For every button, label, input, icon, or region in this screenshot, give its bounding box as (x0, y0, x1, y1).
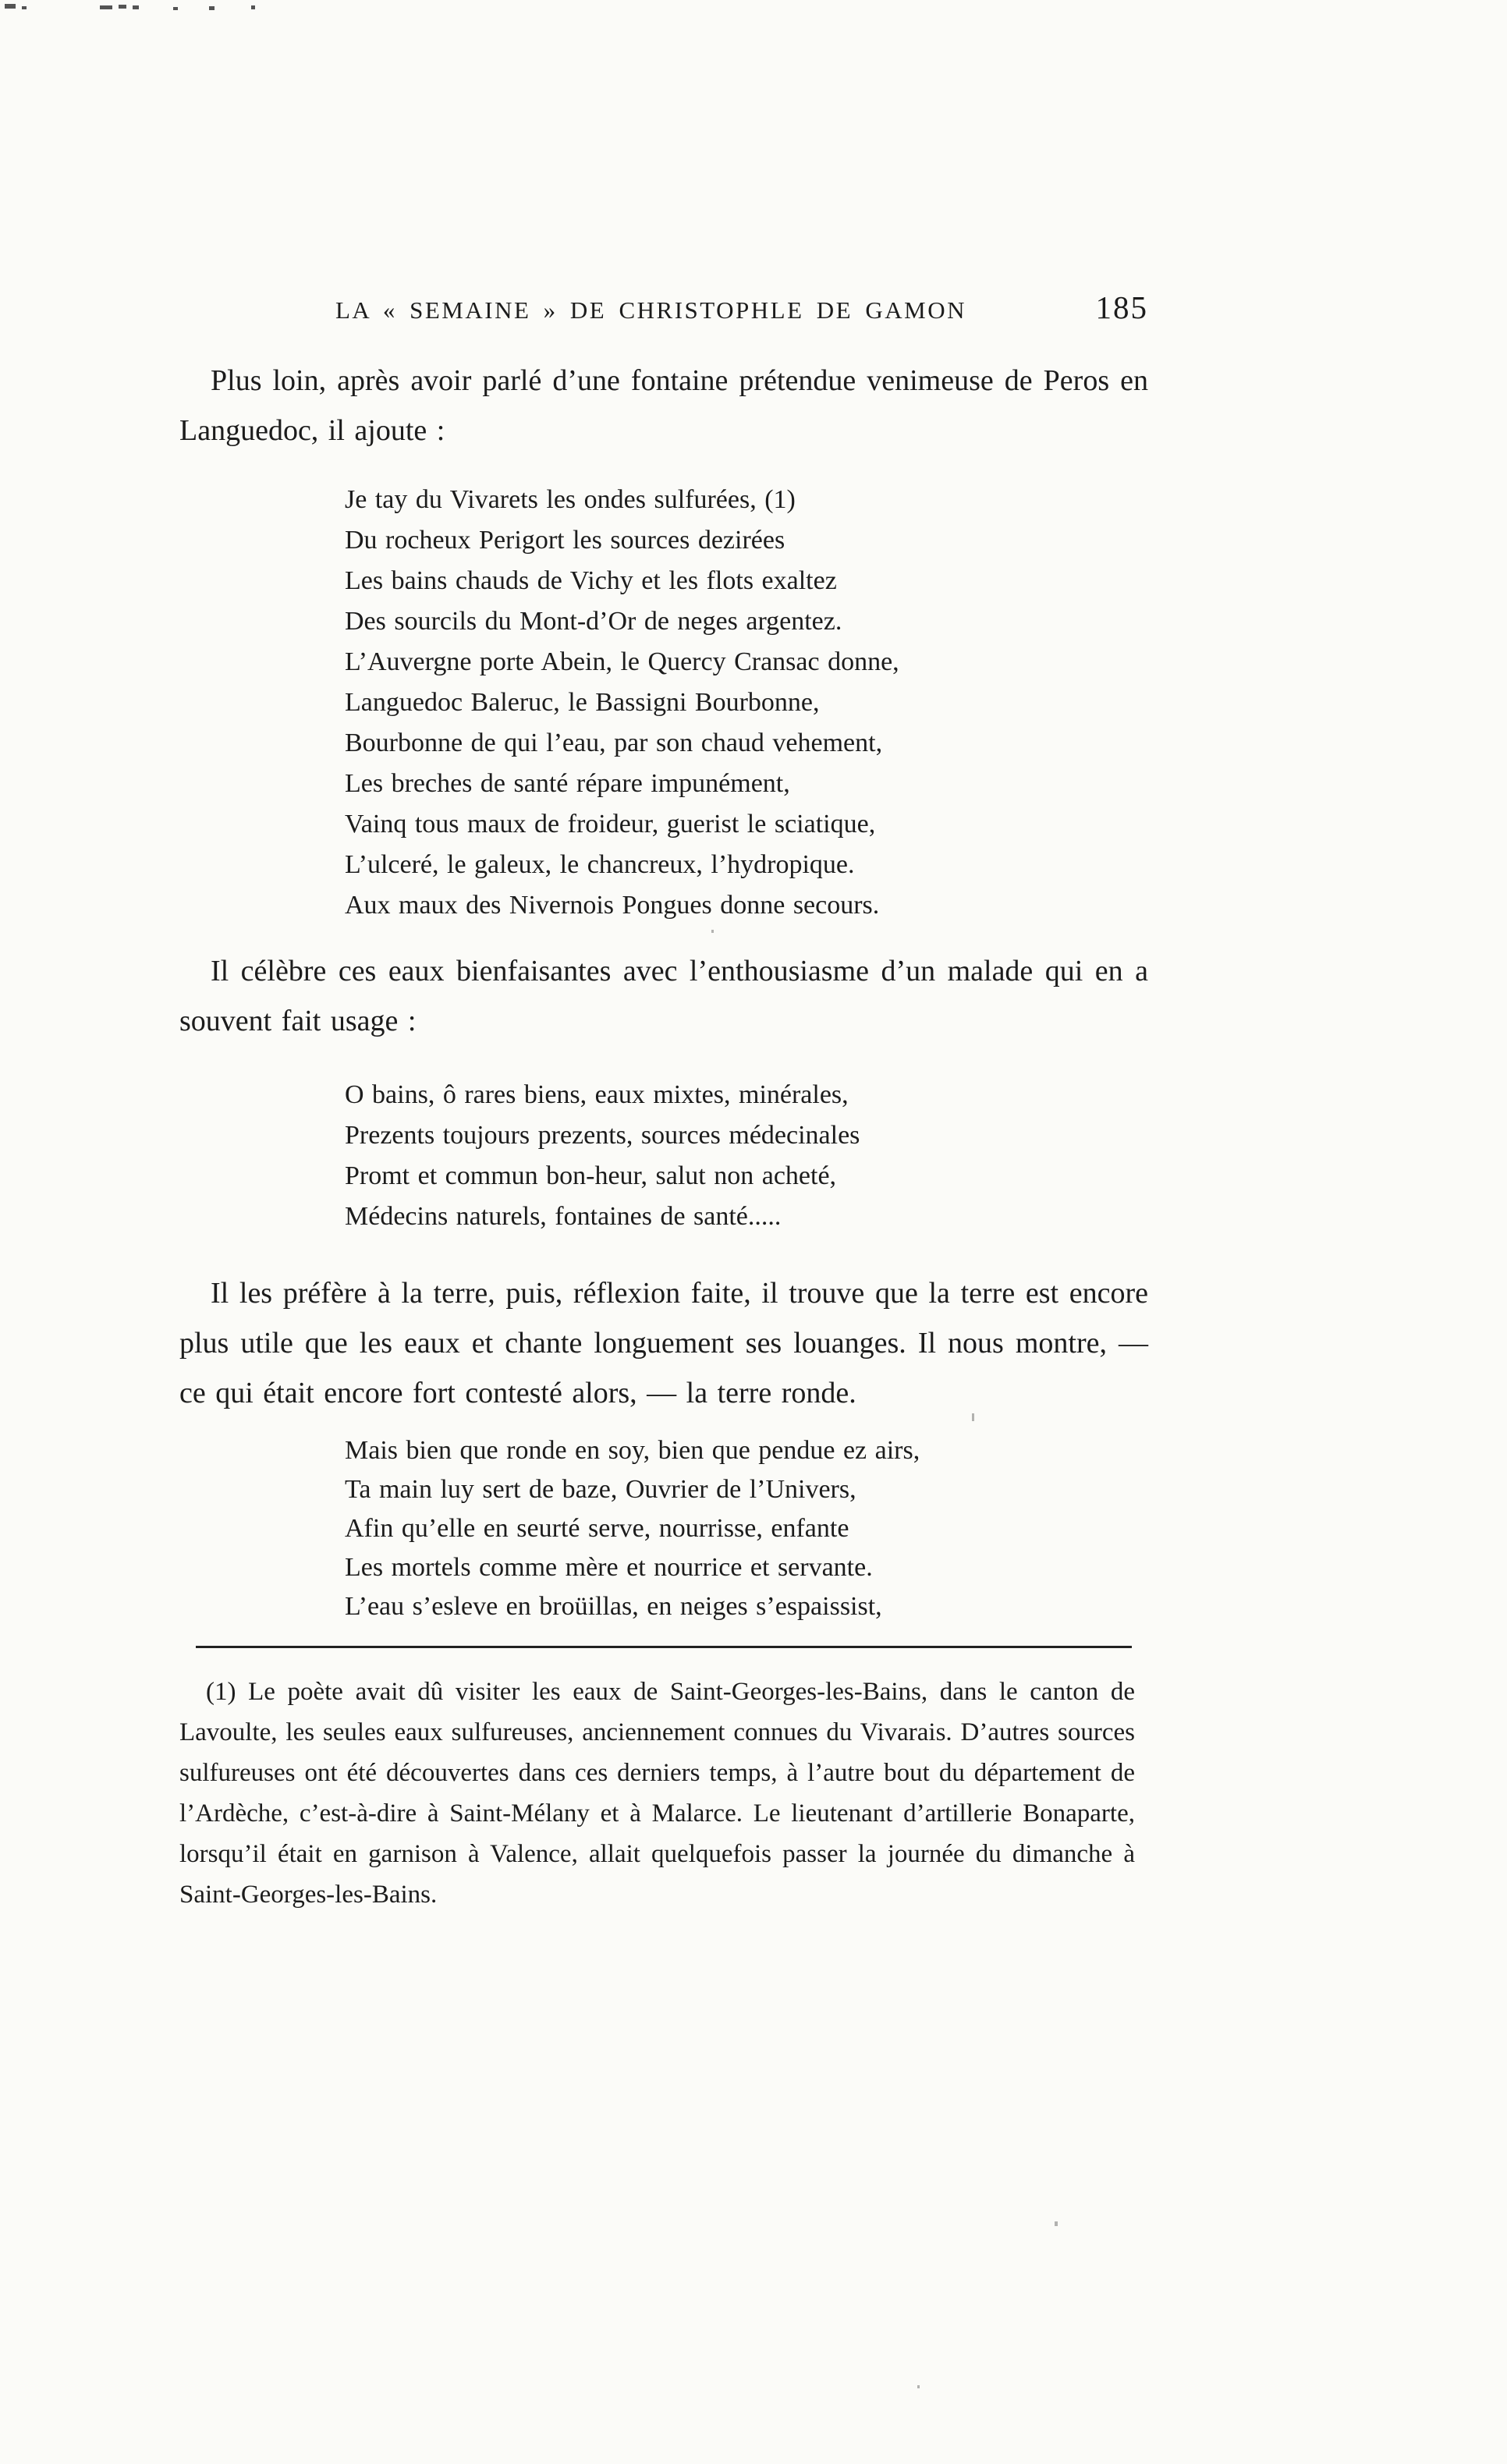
verse-line: Promt et commun bon-heur, salut non acheté, (345, 1161, 837, 1190)
verse-block-1 (345, 480, 1148, 926)
scan-speckle (133, 5, 139, 9)
verse-line: L’eau s’esleve en broüillas, en neiges s’espaissist, (345, 1592, 882, 1621)
scan-speckle (173, 7, 178, 10)
verse-line: Languedoc Baleruc, le Bassigni Bourbonne, (345, 688, 820, 717)
verse-line: Vainq tous maux de froideur, guerist le sciatique, (345, 810, 876, 838)
verse-line: Prezents toujours prezents, sources médecinales (345, 1121, 860, 1150)
running-title: LA « SEMAINE » DE CHRISTOPHLE DE GAMON (335, 296, 966, 324)
scan-speckle (100, 5, 112, 9)
verse-line: Je tay du Vivarets les ondes sulfurées, (1) (345, 485, 796, 514)
verse-line: Du rocheux Perigort les sources dezirées (345, 526, 785, 555)
verse-line: L’ulceré, le galeux, le chancreux, l’hydropique. (345, 850, 855, 879)
paragraph-earth: Il les préfère à la terre, puis, réflexion faite, il trouve que la terre est encore plus utile que les eaux et chante longuement ses louanges. Il nous montre, — ce qui était encore fort contesté alors, — la terre ronde. (179, 1277, 1148, 1409)
verse-line: Mais bien que ronde en soy, bien que pendue ez airs, (345, 1436, 920, 1465)
verse-block-2 (345, 1075, 1148, 1237)
scan-speckle (917, 2385, 920, 2388)
footnote-rule (196, 1646, 1132, 1648)
scan-speckle (209, 6, 215, 10)
scan-speckle (1055, 2221, 1058, 2226)
scan-speckle (251, 5, 255, 9)
verse-line: Aux maux des Nivernois Pongues donne secours. (345, 891, 880, 920)
running-head (179, 290, 1148, 328)
verse-line: Bourbonne de qui l’eau, par son chaud vehement, (345, 729, 883, 757)
verse-line: Afin qu’elle en seurté serve, nourrisse, enfante (345, 1514, 849, 1543)
scan-speckle (5, 4, 16, 9)
verse-line: O bains, ô rares biens, eaux mixtes, minérales, (345, 1080, 849, 1109)
verse-line: Les bains chauds de Vichy et les flots exaltez (345, 566, 837, 595)
verse-block-3 (345, 1431, 1148, 1626)
verse-line: Ta main luy sert de baze, Ouvrier de l’Univers, (345, 1475, 856, 1504)
scan-speckle (22, 6, 27, 9)
footnote-text: (1) Le poète avait dû visiter les eaux de Saint-Georges-les-Bains, dans le canton de Lavoulte, les seules eaux sulfureuses, anciennement connues du Vivarais. D’autres sources sulfureuses ont été découvertes dans ces derniers temps, à l’autre bout du département de l’Ardèche, c’est-à-dire à Saint-Mélany et à Malarce. Le lieutenant d’artillerie Bonaparte, lorsqu’il était en garnison à Valence, allait quelquefois passer la journée du dimanche à Saint-Georges-les-Bains. (179, 1678, 1135, 1909)
verse-line: Les breches de santé répare impunément, (345, 769, 790, 798)
page-number: 185 (1095, 289, 1148, 325)
verse-line: L’Auvergne porte Abein, le Quercy Cransac donne, (345, 647, 899, 676)
verse-line: Des sourcils du Mont-d’Or de neges argentez. (345, 607, 842, 636)
paragraph-commentary: Il célèbre ces eaux bienfaisantes avec l’enthousiasme d’un malade qui en a souvent fait usage : (179, 955, 1148, 1037)
page-content (179, 290, 1148, 1941)
verse-line: Médecins naturels, fontaines de santé..... (345, 1202, 782, 1231)
paragraph-intro: Plus loin, après avoir parlé d’une fontaine prétendue venimeuse de Peros en Languedoc, il ajoute : (179, 364, 1148, 447)
scan-speckle (119, 5, 126, 9)
verse-line: Les mortels comme mère et nourrice et servante. (345, 1553, 873, 1582)
